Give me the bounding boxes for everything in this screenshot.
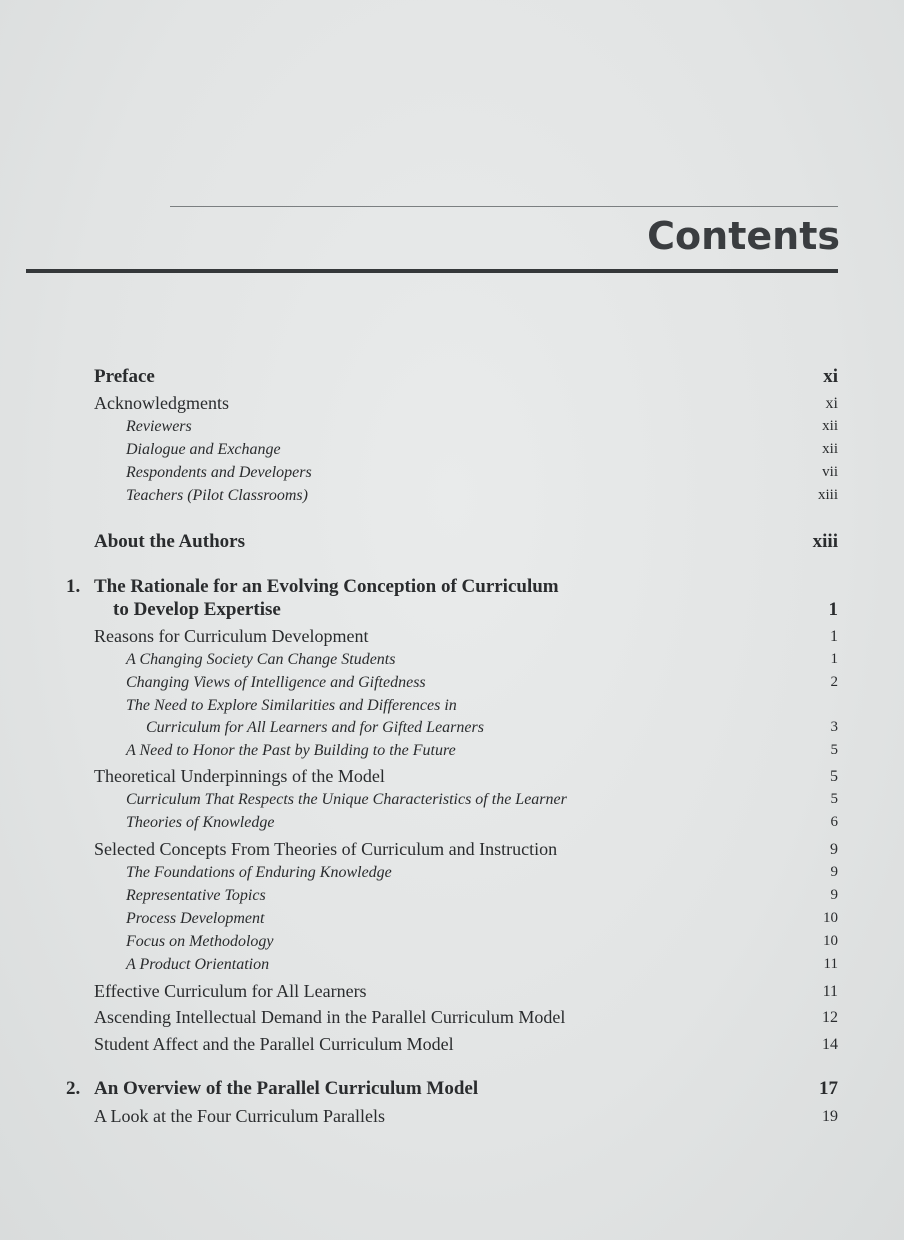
toc-page: 5 (830, 768, 838, 785)
toc-title: Respondents and Developers (126, 464, 312, 481)
toc-title: About the Authors (94, 531, 245, 552)
toc-page: 14 (822, 1036, 838, 1053)
chapter-number: 1. (66, 576, 81, 597)
toc-page: 1 (830, 628, 838, 645)
toc-page: 2 (830, 674, 838, 690)
toc-page: 17 (819, 1078, 838, 1099)
toc-title: Changing Views of Intelligence and Giftedness (126, 674, 426, 691)
toc-page: 11 (822, 983, 838, 1000)
toc-title: A Product Orientation (126, 956, 270, 973)
toc-title: Effective Curriculum for All Learners (94, 981, 367, 1001)
page-title: Contents (647, 214, 840, 258)
toc-title: The Need to Explore Similarities and Differences in (126, 697, 457, 714)
toc-title: An Overview of the Parallel Curriculum Model (94, 1078, 479, 1099)
toc-page: 19 (822, 1108, 838, 1125)
toc-page: xiii (817, 487, 838, 503)
toc-page: xii (822, 418, 838, 434)
toc-title: The Rationale for an Evolving Conception of Curriculum (94, 576, 559, 597)
toc-page: 9 (830, 841, 838, 858)
toc-title: Teachers (Pilot Classrooms) (126, 487, 308, 504)
heading-rule (26, 269, 838, 273)
toc-page: 11 (823, 956, 838, 972)
toc-title: Ascending Intellectual Demand in the Parallel Curriculum Model (94, 1007, 566, 1027)
toc-title: A Need to Honor the Past by Building to the Future (126, 742, 456, 759)
toc-title: Curriculum for All Learners and for Gifted Learners (146, 719, 484, 736)
toc-title: Focus on Methodology (126, 933, 274, 950)
toc-title: Acknowledgments (94, 393, 229, 413)
toc-title: A Changing Society Can Change Students (126, 651, 396, 668)
toc-title: Representative Topics (126, 887, 266, 904)
toc-page: 5 (830, 742, 838, 758)
toc-title: Selected Concepts From Theories of Curriculum and Instruction (94, 839, 558, 859)
toc-title: Reviewers (126, 418, 192, 435)
toc-page: vii (822, 464, 838, 480)
toc-title: A Look at the Four Curriculum Parallels (94, 1106, 385, 1126)
toc-title: Curriculum That Respects the Unique Characteristics of the Learner (126, 791, 567, 808)
toc-page: xi (825, 395, 838, 412)
toc-title: Theories of Knowledge (126, 814, 275, 831)
toc-page: 9 (830, 864, 838, 880)
toc-title: Preface (94, 366, 155, 387)
toc-page: 6 (830, 814, 838, 830)
toc-page: 10 (823, 933, 838, 949)
toc-page: xiii (812, 531, 838, 552)
toc-page: 12 (822, 1009, 838, 1026)
toc-title: Theoretical Underpinnings of the Model (94, 766, 385, 786)
toc-title: Reasons for Curriculum Development (94, 626, 369, 646)
toc-title: to Develop Expertise (113, 599, 281, 620)
toc-page: 3 (830, 719, 838, 735)
toc-page: 5 (830, 791, 838, 807)
toc-page: xi (823, 366, 838, 387)
toc-title: Student Affect and the Parallel Curriculum Model (94, 1034, 454, 1054)
toc-page: 10 (823, 910, 838, 926)
top-rule (170, 206, 838, 207)
chapter-number: 2. (66, 1078, 81, 1099)
toc-title: Dialogue and Exchange (126, 441, 281, 458)
toc-page: 9 (830, 887, 838, 903)
toc-page: 1 (828, 599, 838, 620)
toc-title: Process Development (126, 910, 265, 927)
toc-page: xii (822, 441, 838, 457)
toc-title: The Foundations of Enduring Knowledge (126, 864, 392, 881)
toc-page: 1 (830, 651, 838, 667)
